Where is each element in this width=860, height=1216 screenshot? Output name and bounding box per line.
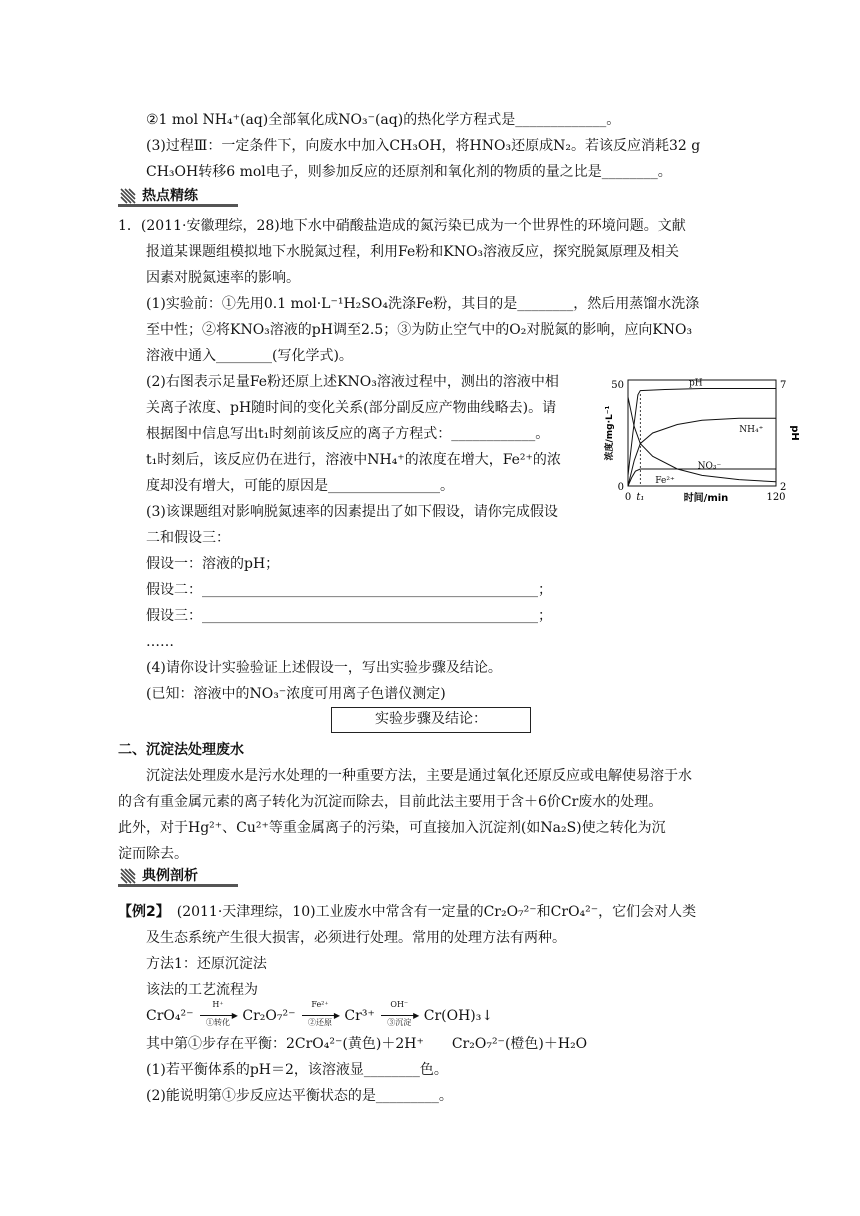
problem-1-line-2: 报道某课题组模拟地下水脱氮过程，利用Fe粉和KNO₃溶液反应，探究脱氮原理及相关	[146, 244, 680, 260]
part-3-line-2: 二和假设三：	[146, 530, 230, 546]
question-2-line: ②1 mol NH₄⁺(aq)全部氧化成NO₃⁻(aq)的热化学方程式是_____________。	[146, 112, 621, 128]
ion-concentration-chart	[604, 374, 804, 509]
step-2-label: ②还原	[307, 1018, 332, 1027]
example-tag: 【例2】	[118, 904, 163, 920]
section-2-title: 二、沉淀法处理废水	[118, 742, 244, 758]
y-right-tick-min: 2	[780, 482, 787, 493]
step-2-arrow: Fe²⁺ ▶ ②还原	[300, 1006, 340, 1026]
y-left-tick-min: 0	[617, 482, 624, 493]
y-right-tick-max: 7	[780, 380, 787, 391]
hypothesis-2: 假设二：________________________________________________；	[146, 582, 552, 598]
method-1: 方法1：还原沉淀法	[146, 956, 267, 972]
part-2-line-1: (2)右图表示足量Fe粉还原上述KNO₃溶液过程中，测出的溶液中相	[146, 374, 559, 390]
step-3-label: ③沉淀	[387, 1018, 412, 1027]
series-line-3	[628, 469, 776, 486]
series-label-1: NH₄⁺	[739, 425, 764, 436]
species-cr3: Cr³⁺	[344, 1008, 375, 1024]
x-tick-t1: t₁	[636, 492, 645, 503]
process-flow	[146, 1000, 494, 1027]
example-2-line-2: 及生态系统产生很大损害，必须进行处理。常用的处理方法有两种。	[146, 930, 566, 946]
question-3-line-1: (3)过程Ⅲ：一定条件下，向废水中加入CH₃OH，将HNO₃还原成N₂。若该反应消耗32 g	[146, 138, 701, 154]
part-4-line-1: (4)请你设计实验验证上述假设一，写出实验步骤及结论。	[146, 660, 502, 676]
step-3-reagent: OH⁻	[390, 1000, 409, 1009]
ellipsis: ……	[146, 634, 174, 650]
hypothesis-3: 假设三：________________________________________________；	[146, 608, 552, 624]
part-2-line-4: t₁时刻后，该反应仍在进行，溶液中NH₄⁺的浓度在增大，Fe²⁺的浓	[146, 452, 561, 468]
example-2-intro: (2011·天津理综，10)工业废水中常含有一定量的Cr₂O₇²⁻和CrO₄²⁻，它们会对人类	[176, 904, 697, 920]
part-3-line-1: (3)该课题组对影响脱氮速率的因素提出了如下假设，请你完成假设	[146, 504, 558, 520]
section-header-practice	[118, 186, 238, 208]
y-right-axis-label: pH	[789, 425, 800, 441]
example-2-line-1	[118, 902, 696, 922]
species-precipitate: Cr(OH)₃↓	[423, 1008, 494, 1024]
question-3-line-2: CH₃OH转移6 mol电子，则参加反应的还原剂和氧化剂的物质的量之比是________。	[146, 164, 672, 180]
part-2-line-2: 关离子浓度、pH随时间的变化关系(部分副反应产物曲线略去)。请	[146, 400, 557, 416]
section-2-line-2: 的含有重金属元素的离子转化为沉淀而除去，目前此法主要用于含＋6价Cr废水的处理。	[118, 794, 663, 810]
example-question-2: (2)能说明第①步反应达平衡状态的是_________。	[146, 1088, 453, 1104]
answer-box-header: 实验步骤及结论：	[331, 707, 531, 733]
x-tick-120: 120	[766, 492, 786, 503]
x-tick-0: 0	[624, 492, 632, 503]
step-1-reagent: H⁺	[212, 1000, 224, 1009]
part-1-line-2: 至中性；②将KNO₃溶液的pH调至2.5；③为防止空气中的O₂对脱氮的影响，应向KNO₃	[146, 322, 693, 338]
section-divider	[118, 204, 238, 207]
step-1-label: ①转化	[205, 1018, 230, 1027]
section-2-line-3: 此外，对于Hg²⁺、Cu²⁺等重金属离子的污染，可直接加入沉淀剂(如Na₂S)使之转化为沉	[118, 820, 666, 836]
section-divider	[118, 884, 238, 887]
part-2-line-5: 度却没有增大，可能的原因是________________。	[146, 478, 454, 494]
series-label-0: pH	[689, 378, 703, 389]
species-dichromate: Cr₂O₇²⁻	[242, 1008, 296, 1024]
section-title: 热点精练	[142, 188, 198, 204]
section-title: 典例剖析	[142, 868, 198, 884]
hypothesis-1: 假设一：溶液的pH；	[146, 556, 280, 572]
step-3-arrow: OH⁻ ▶ ③沉淀	[379, 1006, 419, 1026]
problem-1-line-1: 1．(2011·安徽理综，28)地下水中硝酸盐造成的氮污染已成为一个世界性的环境问题。文献	[118, 218, 686, 234]
part-1-line-3: 溶液中通入________(写化学式)。	[146, 348, 353, 364]
example-question-1: (1)若平衡体系的pH＝2，该溶液显________色。	[146, 1062, 448, 1078]
equilibrium-line: 其中第①步存在平衡：2CrO₄²⁻(黄色)＋2H⁺ Cr₂O₇²⁻(橙色)＋H₂O	[146, 1036, 588, 1052]
section-2-line-1: 沉淀法处理废水是污水处理的一种重要方法，主要是通过氧化还原反应或电解使易溶于水	[146, 768, 692, 784]
part-2-line-3: 根据图中信息写出t₁时刻前该反应的离子方程式：____________。	[146, 426, 550, 442]
y-left-tick-max: 50	[611, 380, 624, 391]
y-left-axis-label: 浓度/mg·L⁻¹	[605, 405, 615, 461]
section-marker-icon	[120, 188, 136, 204]
section-2-line-4: 淀而除去。	[118, 846, 188, 862]
step-1-arrow: H⁺ ▶ ①转化	[198, 1006, 238, 1026]
problem-1-line-3: 因素对脱氮速率的影响。	[146, 270, 300, 286]
section-marker-icon	[120, 868, 136, 884]
step-2-reagent: Fe²⁺	[311, 1000, 329, 1009]
part-4-line-2: (已知：溶液中的NO₃⁻浓度可用离子色谱仪测定)	[146, 686, 446, 702]
section-header-examples	[118, 866, 238, 888]
species-chromate: CrO₄²⁻	[146, 1008, 194, 1024]
part-1-line-1: (1)实验前：①先用0.1 mol·L⁻¹H₂SO₄洗涤Fe粉，其目的是________，然后用蒸馏水洗涤	[146, 296, 700, 312]
process-intro: 该法的工艺流程为	[146, 982, 258, 998]
series-label-3: Fe²⁺	[655, 476, 675, 487]
x-axis-label: 时间/min	[683, 493, 729, 504]
series-label-2: NO₃⁻	[697, 461, 722, 472]
